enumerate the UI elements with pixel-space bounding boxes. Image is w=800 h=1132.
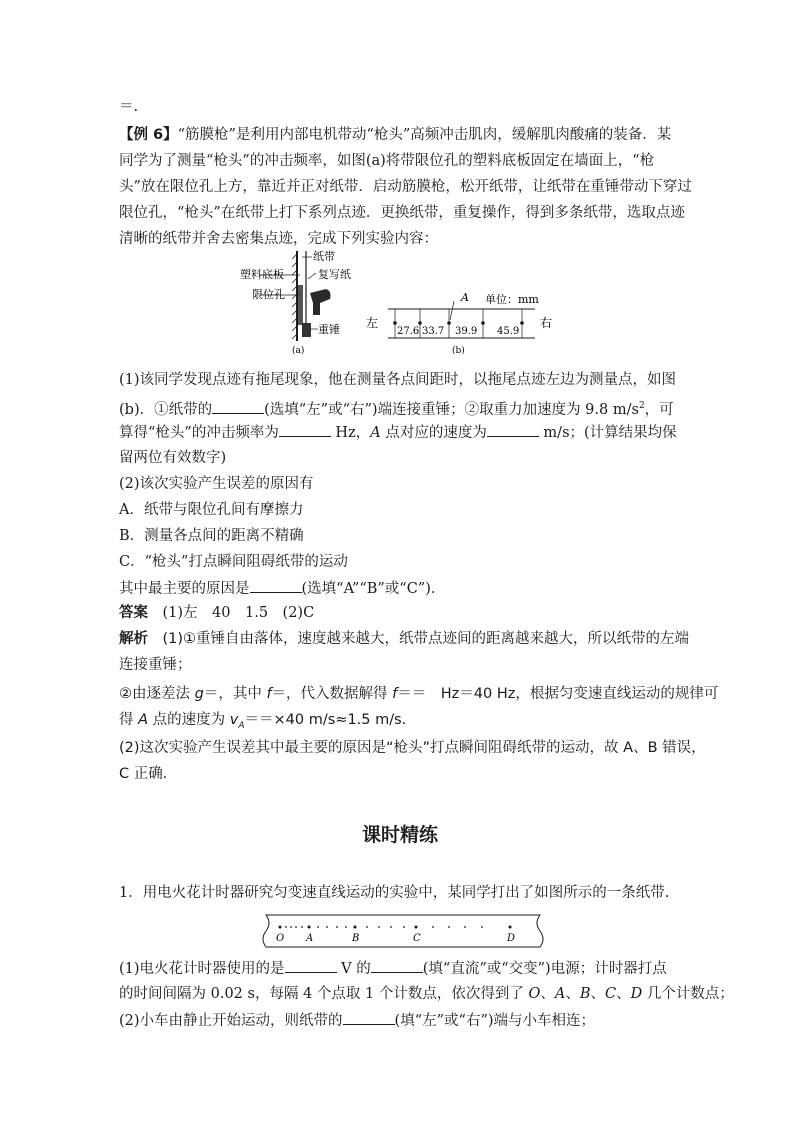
- q2-stem: (2)该次实验产生误差的原因有: [119, 476, 314, 492]
- example-text-1: “筋膜枪”是利用内部电机带动“枪头”高频冲击肌肉，缓解肌肉酸痛的装备．某: [177, 127, 672, 143]
- separator: 、: [540, 986, 555, 1002]
- point-label: B: [579, 986, 591, 1002]
- q1-text: Hz，: [330, 425, 371, 441]
- segment-3: 39.9: [455, 326, 478, 337]
- answer-blank: [487, 422, 539, 437]
- point-label: O: [528, 986, 541, 1002]
- point-a-ref: A: [370, 425, 381, 441]
- q2-option-a: A．纸带与限位孔间有摩擦力: [119, 502, 304, 518]
- symbol-f: f: [266, 686, 272, 702]
- analysis-text: 得: [119, 712, 139, 728]
- example-line-4: 限位孔，“枪头”在纸带上打下系列点迹．更换纸带，重复操作，得到多条纸带，选取点迹: [119, 205, 685, 221]
- q1-text: 算得“枪头”的冲击频率为: [119, 425, 279, 441]
- point-label: A: [554, 986, 566, 1002]
- problem-text: V 的: [336, 961, 371, 977]
- point-label: D: [630, 986, 643, 1002]
- separator: 、: [565, 986, 580, 1002]
- analysis-text: ＝＝ Hz＝40 Hz，根据匀变速直线运动的规律可: [397, 686, 719, 702]
- example-line-1: [119, 125, 689, 145]
- q2-text: 其中最主要的原因是: [119, 581, 250, 597]
- answer-text: (1)左 40 1.5 (2)C: [162, 605, 315, 621]
- separator: 、: [590, 986, 605, 1002]
- paper-tape-figure: [258, 911, 548, 951]
- example-tag: 【例 6】: [119, 127, 178, 143]
- problem-1-stem: 1．用电火花计时器研究匀变速直线运动的实验中，某同学打出了如图所示的一条纸带.: [119, 885, 670, 901]
- point-label: C: [604, 986, 617, 1002]
- analysis-line-1: [119, 629, 689, 649]
- example-line-2: 同学为了测量“枪头”的冲击频率，如图(a)将带限位孔的塑料底板固定在墙面上，“枪: [119, 153, 655, 169]
- problem-text: 几个计数点；: [642, 986, 734, 1002]
- q1-text: 点对应的速度为: [380, 425, 487, 441]
- q1-line-1: (1)该同学发现点迹有拖尾现象，他在测量各点间距时，以拖尾点迹左边为测量点，如图: [119, 372, 677, 388]
- symbol-v: v: [229, 712, 239, 728]
- analysis-label: 解析: [119, 631, 148, 647]
- problem-text: (填“左”或“右”)端与小车相连；: [394, 1013, 596, 1029]
- section-title: 课时精练: [361, 824, 438, 846]
- answer-blank: [279, 422, 331, 437]
- problem-text: (填“直流”或“交变”)电源；计时器打点: [422, 961, 667, 977]
- fragment-line: ＝.: [119, 99, 139, 115]
- caption-b: (b): [452, 346, 465, 356]
- analysis-text: (1)①重锤自由落体，速度越来越大，纸带点迹间的距离越来越大，所以纸带的左端: [162, 631, 690, 647]
- answer-blank: [250, 578, 302, 593]
- q1-line-3: [119, 422, 689, 443]
- analysis-line-5: (2)这次实验产生误差其中最主要的原因是“枪头”打点瞬间阻碍纸带的运动，故 A、B 错误，: [119, 740, 706, 756]
- problem-text: (2)小车由静止开始运动，则纸带的: [119, 1013, 343, 1029]
- problem-1-line-3: [119, 1010, 689, 1031]
- symbol-f: f: [392, 686, 398, 702]
- superscript: 2: [638, 401, 645, 411]
- analysis-text: ＝，其中: [203, 686, 267, 702]
- unit-label: 单位：mm: [485, 293, 539, 306]
- point-a-ref: A: [138, 712, 149, 728]
- analysis-text: ②由逐差法: [119, 686, 195, 702]
- answer-blank: [212, 399, 264, 414]
- tape-label-a: A: [306, 933, 314, 944]
- separator: 、: [616, 986, 631, 1002]
- caption-a: (a): [292, 346, 305, 356]
- problem-text: (1)电火花计时器使用的是: [119, 961, 285, 977]
- subscript: A: [238, 720, 245, 731]
- q1-line-2: [119, 396, 689, 420]
- example-line-3: 头”放在限位孔上方，靠近并正对纸带．启动筋膜枪，松开纸带，让纸带在重锤带动下穿过: [119, 179, 692, 195]
- example-line-5: 清晰的纸带并舍去密集点迹，完成下列实验内容：: [119, 231, 438, 247]
- analysis-text: 点的速度为: [148, 712, 230, 728]
- segment-1: 27.6: [397, 326, 420, 337]
- problem-1-line-1: [119, 958, 689, 979]
- label-board: 塑料底板: [240, 268, 284, 281]
- tape-label-b: B: [352, 933, 360, 944]
- q2-option-c: C．“枪头”打点瞬间阻碍纸带的运动: [119, 554, 348, 570]
- q1-text: (b)．①纸带的: [119, 401, 213, 418]
- q1-line-4: 留两位有效数字): [119, 450, 227, 466]
- tape-left-label: 左: [366, 316, 379, 330]
- point-a-label: A: [461, 291, 469, 304]
- symbol-g: g: [194, 686, 204, 702]
- tape-dots: [279, 926, 512, 929]
- label-weight: 重锤: [318, 323, 340, 336]
- label-carbon: 复写纸: [318, 268, 351, 281]
- analysis-line-3: [119, 684, 719, 704]
- tape-right-label: 右: [540, 316, 553, 330]
- answer-blank: [343, 1010, 395, 1025]
- q1-text: (选填“左”或“右”)端连接重锤；②取重力加速度为 9.8 m/s: [264, 401, 639, 418]
- analysis-text: ＝＝×40 m/s≈1.5 m/s.: [244, 712, 407, 728]
- tape-label-c: C: [413, 933, 421, 944]
- label-hole: 限位孔: [252, 288, 285, 301]
- experiment-figure: [240, 245, 580, 360]
- tape-label-d: D: [507, 933, 516, 944]
- label-tape: 纸带: [313, 250, 335, 263]
- problem-text: 的时间间隔为 0.02 s，每隔 4 个点取 1 个计数点，依次得到了: [119, 986, 529, 1002]
- answer-blank: [371, 958, 423, 973]
- answer-line: [119, 603, 689, 623]
- analysis-text: ＝，代入数据解得: [271, 686, 393, 702]
- segment-2: 33.7: [422, 326, 445, 337]
- segment-4: 45.9: [497, 326, 520, 337]
- analysis-line-2: 连接重锤；: [119, 657, 192, 673]
- q1-text: ，可: [644, 401, 674, 418]
- q2-text: (选填“A”“B”或“C”)．: [301, 581, 446, 597]
- q2-ask: [119, 578, 689, 599]
- problem-1-line-2: [119, 984, 734, 1004]
- q1-text: m/s；(计算结果均保: [538, 425, 677, 441]
- answer-blank: [285, 958, 337, 973]
- analysis-line-6: C 正确．: [119, 766, 178, 782]
- tape-label-o: O: [276, 933, 285, 944]
- analysis-line-4: [119, 710, 689, 736]
- q2-option-b: B．测量各点间的距离不精确: [119, 528, 304, 544]
- answer-label: 答案: [119, 605, 148, 621]
